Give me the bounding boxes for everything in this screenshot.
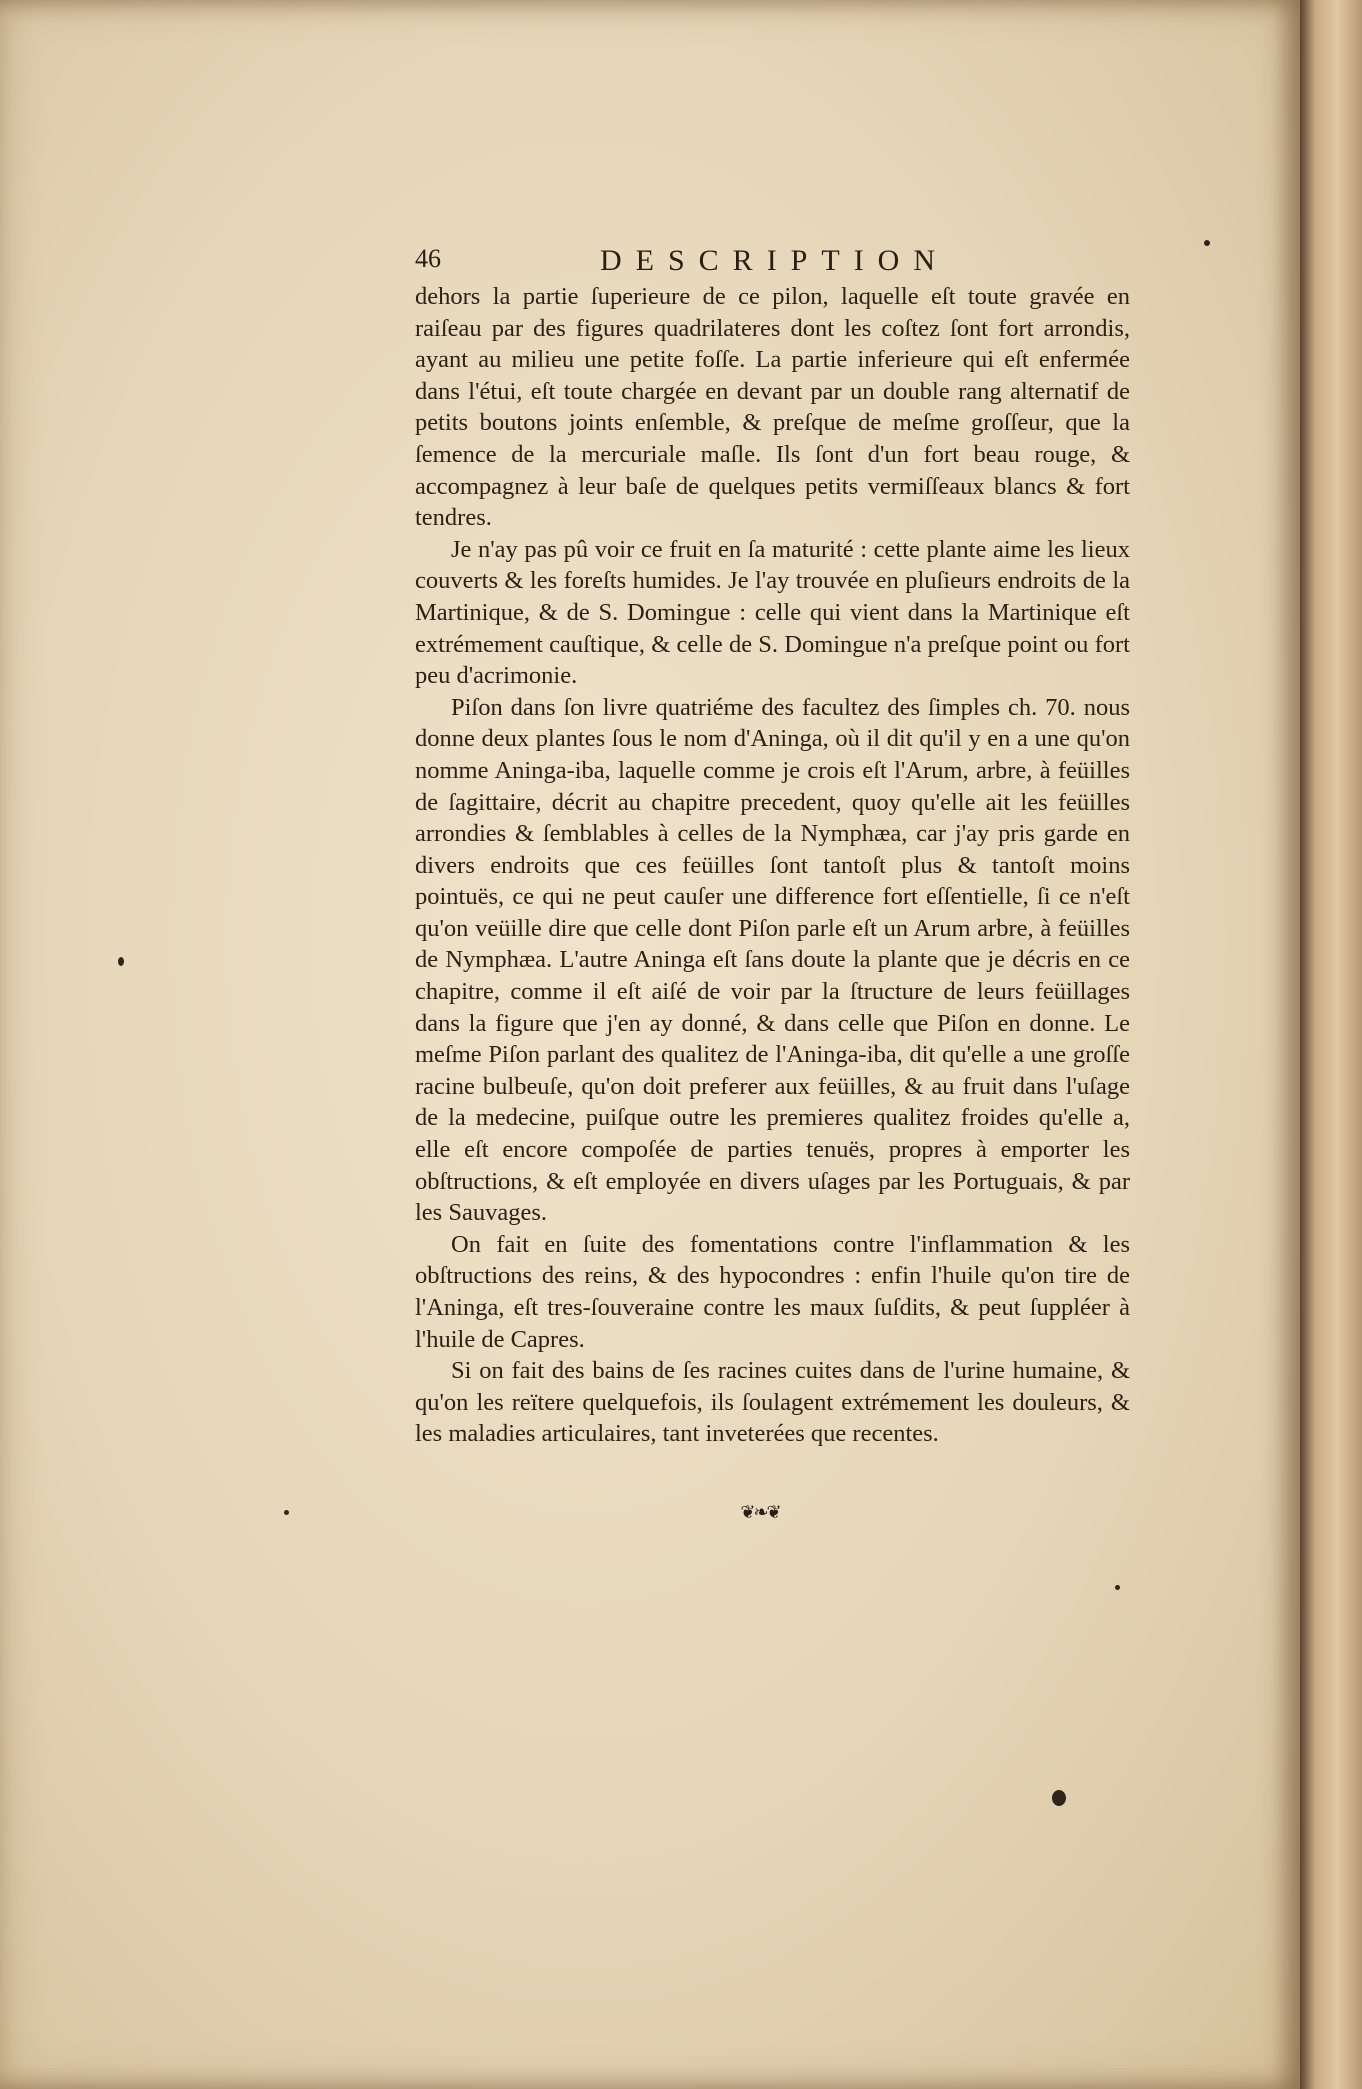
paper-speck <box>284 1510 289 1515</box>
paper-speck <box>1052 1790 1066 1806</box>
paper-speck <box>1204 240 1210 246</box>
adjacent-page-edge <box>1300 0 1362 2089</box>
body-text <box>415 281 1130 1450</box>
paper-speck <box>1115 1585 1120 1590</box>
paragraph-3: Piſon dans ſon livre quatriéme des facultez des ſimples ch. 70. nous donne deux plantes ſous le nom d'Aninga, où il dit qu'il y en a une qu'on nomme Aninga-iba, laquelle comme je crois eſt l'Arum, arbre, à feüilles de ſagittaire, décrit au chapitre precedent, quoy qu'elle ait les feüilles arrondies & ſemblables à celles de la Nymphæa, car j'ay pris garde en divers endroits que ces feüilles ſont tantoſt plus & tantoſt moins pointuës, ce qui ne peut cauſer une difference fort eſſentielle, ſi ce n'eſt qu'on veüille dire que celle dont Piſon parle eſt un Arum arbre, à feüilles de Nymphæa. L'autre Aninga eſt ſans doute la plante que je décris en ce chapitre, comme il eſt aiſé de voir par la ſtructure de leurs feüillages dans la figure que j'en ay donné, & dans celle que Piſon en donne. Le meſme Piſon parlant des qualitez de l'Aninga-iba, dit qu'elle a une groſſe racine bulbeuſe, qu'on doit preferer aux feüilles, & au fruit dans l'uſage de la medecine, puiſque outre les premieres qualitez froides qu'elle a, elle eſt encore compoſée de parties tenuës, propres à emporter les obſtructions, & eſt employée en divers uſages par les Portuguais, & par les Sauvages. <box>415 693 1130 1227</box>
paragraph-5: Si on fait des bains de ſes racines cuites dans de l'urine humaine, & qu'on les reïtere quelquefois, ils ſoulagent extrémement les douleurs, & les maladies articulaires, tant inveterées que recentes. <box>415 1357 1130 1448</box>
running-title: DESCRIPTION <box>600 244 950 277</box>
paragraph-1: dehors la partie ſuperieure de ce pilon, laquelle eſt toute gravée en raiſeau par des figures quadrilateres dont les coſtez ſont fort arrondis, ayant au milieu une petite foſſe. La partie inferieure qui eſt enfermée dans l'étui, eſt toute chargée en devant par un double rang alternatif de petits boutons joints enſemble, & preſque de meſme groſſeur, que la ſemence de la mercuriale maſle. Ils ſont d'un fort beau rouge, & accompagnez à leur baſe de quelques petits vermiſſeaux blancs & fort tendres. <box>415 283 1130 532</box>
tailpiece-ornament: ❦❧❦ <box>740 1502 780 1522</box>
page-header <box>415 244 1125 280</box>
paper-speck <box>118 957 124 966</box>
paragraph-4: On fait en ſuite des fomentations contre l'inflammation & les obſtructions des reins, & des hypocondres : enfin l'huile qu'on tire de l'Aninga, eſt tres-ſouveraine contre les maux ſuſdits, & peut ſuppléer à l'huile de Capres. <box>415 1230 1130 1353</box>
paragraph-2: Je n'ay pas pû voir ce fruit en ſa maturité : cette plante aime les lieux couverts & les foreſts humides. Je l'ay trouvée en pluſieurs endroits de la Martinique, & de S. Domingue : celle qui vient dans la Martinique eſt extrémement cauſtique, & celle de S. Domingue n'a preſque point ou fort peu d'acrimonie. <box>415 535 1130 690</box>
page-number: 46 <box>415 244 441 273</box>
